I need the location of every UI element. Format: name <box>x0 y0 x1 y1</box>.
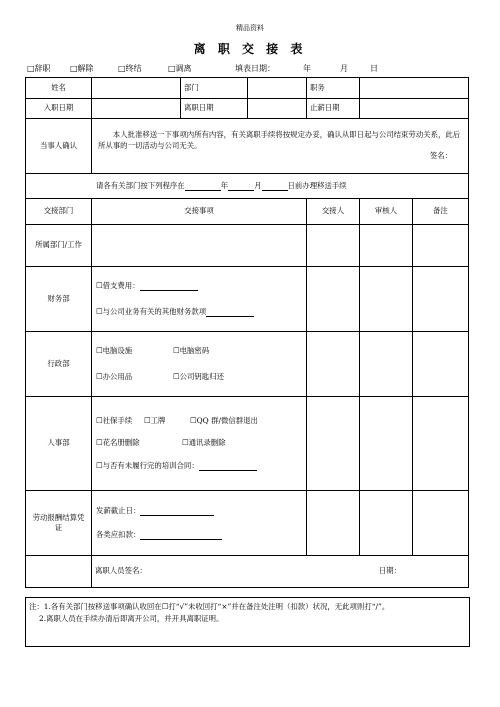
entry-date-field[interactable] <box>92 99 181 119</box>
fill-date-day: 日 <box>370 64 378 73</box>
admin-supplies-checkbox[interactable]: ☐办公用品 <box>96 372 133 381</box>
instruction-month: 月 <box>254 180 262 190</box>
salary-stop-field[interactable] <box>360 99 469 119</box>
labor-deduction-label: 各类应扣款： <box>96 530 141 539</box>
hr-group-checkbox[interactable]: ☐QQ 群/微信群退出 <box>190 415 258 425</box>
confirm-text: 本人批准移送一下事项内所有内容，有关离职手续将按规定办妥，确认从即日起与公司结束劳动关系，此后所从事的一切活动与公司无关。 <box>98 130 461 150</box>
hr-items <box>92 397 307 491</box>
labor-label: 劳动报酬结算凭证 <box>26 491 92 556</box>
entry-date-label: 入职日期 <box>26 99 92 119</box>
handover-table <box>25 77 469 588</box>
hr-roster-checkbox[interactable]: ☐花名册删除 <box>96 438 140 448</box>
instruction-day: 日前办理移送手续 <box>287 180 347 190</box>
col-receiver: 交接人 <box>307 199 360 225</box>
hr-review <box>360 397 469 491</box>
labor-receiver[interactable] <box>307 491 360 556</box>
own-dept-review <box>360 225 469 267</box>
fill-date-year: 年 <box>303 64 311 73</box>
hr-receiver[interactable] <box>307 397 360 491</box>
dept-label: 部门 <box>181 78 248 99</box>
col-dept: 交接部门 <box>26 199 92 225</box>
col-items: 交接事项 <box>92 199 307 225</box>
fill-date-month: 月 <box>340 64 348 73</box>
position-label: 职务 <box>307 78 360 99</box>
finance-receiver[interactable] <box>307 267 360 332</box>
reason-terminate-checkbox[interactable]: □终结 <box>118 64 142 73</box>
name-label: 姓名 <box>26 78 92 99</box>
finance-label: 财务部 <box>26 267 92 332</box>
own-dept-receiver[interactable] <box>307 225 360 267</box>
footer-blank <box>26 556 92 588</box>
admin-pc-checkbox[interactable]: ☐电脑设施 <box>96 345 133 355</box>
reason-transfer-checkbox[interactable]: □调离 <box>168 64 192 73</box>
note-1: 注：1.各有关部门按移送事项确认收回在☐打“√”未收回打“×”并在备注处注明（扣款）状况，无此项则打“/”。 <box>29 602 390 611</box>
finance-review <box>360 267 469 332</box>
hr-contacts-checkbox[interactable]: ☐通讯录删除 <box>182 438 226 448</box>
hr-badge-checkbox[interactable]: ☐工牌 <box>144 415 166 425</box>
labor-payday-label: 发薪截止日： <box>96 505 141 515</box>
header-label: 精品资料 <box>236 24 264 32</box>
leave-date-label: 离职日期 <box>181 99 248 119</box>
admin-review <box>360 332 469 397</box>
admin-items <box>92 332 307 397</box>
labor-items <box>92 491 307 556</box>
hr-social-checkbox[interactable]: ☐社保手续 <box>96 415 133 425</box>
col-reviewer-remark <box>360 199 469 225</box>
hr-training-checkbox[interactable]: ☐与否有未履行完的培训合同： <box>96 460 199 470</box>
salary-stop-label: 止薪日期 <box>307 99 360 119</box>
admin-receiver[interactable] <box>307 332 360 397</box>
notes-box <box>25 597 470 647</box>
leave-date-field[interactable] <box>248 99 307 119</box>
footer-row <box>92 556 469 588</box>
confirm-cell <box>92 119 469 174</box>
fill-date-label: 填表日期： <box>235 64 275 73</box>
name-field[interactable] <box>92 78 181 99</box>
instruction-row <box>26 174 469 199</box>
finance-loan-checkbox[interactable]: ☐借支费用： <box>96 280 140 290</box>
instruction-text: 请各有关部门按下列程序在 <box>96 180 185 190</box>
col-reviewer: 审核人 <box>360 199 413 224</box>
reason-resign-checkbox[interactable]: □辞职 <box>27 64 51 73</box>
finance-items <box>92 267 307 332</box>
position-field[interactable] <box>360 78 469 99</box>
dept-field[interactable] <box>248 78 307 99</box>
confirm-label: 当事人确认 <box>26 119 92 174</box>
footer-date-label: 日期： <box>378 566 401 576</box>
leaver-sign-label: 离职人员签名： <box>95 566 147 576</box>
own-dept-items[interactable] <box>92 225 307 267</box>
confirm-sign: 签名： <box>429 151 452 161</box>
admin-password-checkbox[interactable]: ☐电脑密码 <box>173 345 210 355</box>
hr-label: 人事部 <box>26 397 92 491</box>
labor-review <box>360 491 469 556</box>
finance-other-checkbox[interactable]: ☐与公司业务有关的其他财务款项 <box>96 307 207 316</box>
admin-keys-checkbox[interactable]: ☐公司钥匙归还 <box>173 372 224 381</box>
admin-label: 行政部 <box>26 332 92 397</box>
note-2: 2.离职人员在手续办清后即离开公司，并开具离职证明。 <box>39 613 224 623</box>
form-title: 离 职 交 接 表 <box>193 42 307 56</box>
instruction-year: 年 <box>220 180 229 190</box>
own-dept-label: 所属部门/工作 <box>26 225 92 267</box>
reason-dismiss-checkbox[interactable]: □解除 <box>70 64 94 73</box>
col-remark: 备注 <box>433 206 448 216</box>
